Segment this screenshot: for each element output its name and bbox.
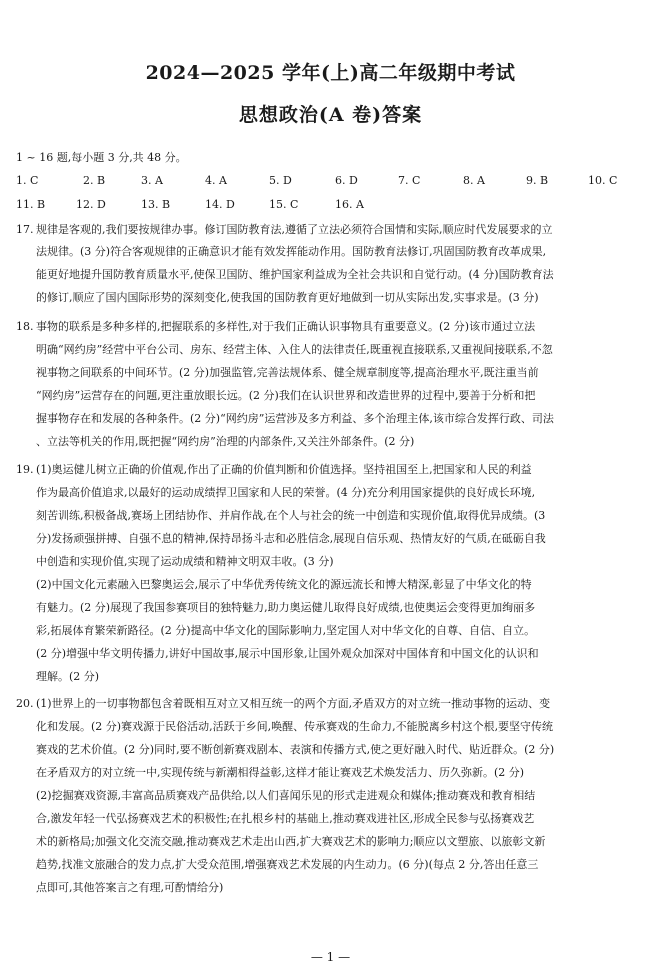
- question-number: 19.: [16, 463, 34, 476]
- mc-answer: 2. B: [83, 174, 106, 187]
- mc-answer: 7. C: [398, 174, 421, 187]
- exam-subtitle: 思想政治(A 卷)答案: [238, 104, 423, 126]
- answer-line: 合,激发年轻一代弘扬赛戏艺术的积极性;在扎根乡村的基础上,推动赛戏进社区,形成全民参与弘扬赛戏艺: [36, 812, 535, 825]
- answer-line: 赛戏的艺术价值。(2 分)同时,要不断创新赛戏剧本、表演和传播方式,使之更好融入时代、贴近群众。(2 分): [36, 743, 555, 756]
- answer-line: (1)世界上的一切事物都包含着既相互对立又相互统一的两个方面,矛盾双方的对立统一推动事物的运动、变: [36, 697, 551, 710]
- answer-line: 彩,拓展体育繁荣新路径。(2 分)提高中华文化的国际影响力,坚定国人对中华文化的自尊、自信、自立。: [36, 624, 536, 637]
- mc-answer: 5. D: [269, 174, 292, 187]
- mc-answer-row-1: [16, 174, 647, 188]
- mc-answer: 11. B: [16, 198, 46, 211]
- mc-answer: 14. D: [205, 198, 235, 211]
- mc-answer: 10. C: [588, 174, 618, 187]
- question-number: 18.: [16, 320, 34, 333]
- mc-answer: 15. C: [269, 198, 299, 211]
- answer-line: 点即可,其他答案言之有理,可酌情给分): [36, 881, 224, 894]
- answer-line: 在矛盾双方的对立统一中,实现传统与新潮相得益彰,这样才能让赛戏艺术焕发活力、历久弥新。(2 分): [36, 766, 525, 779]
- answer-line: 、立法等机关的作用,既把握“网约房”治理的内部条件,又关注外部条件。(2 分): [36, 435, 415, 448]
- answer-line: (2)挖掘赛戏资源,丰富高品质赛戏产品供给,以人们喜闻乐见的形式走进观众和媒体;推动赛戏和教育相结: [36, 789, 536, 802]
- mc-answer: 16. A: [335, 198, 364, 211]
- answer-line: 法规律。(3 分)符合客观规律的正确意识才能有效发挥能动作用。国防教育法修订,巩固国防教育改革成果,: [36, 245, 547, 258]
- answer-line: (2)中国文化元素融入巴黎奥运会,展示了中华优秀传统文化的源远流长和博大精深,彰显了中华文化的特: [36, 578, 532, 591]
- answer-line: 刻苦训练,积极备战,赛场上团结协作、并肩作战,在个人与社会的统一中创造和实现价值,取得优异成绩。(3: [36, 509, 546, 522]
- mc-answer: 6. D: [335, 174, 358, 187]
- answer-line: 能更好地提升国防教育质量水平,使保卫国防、维护国家利益成为全社会共识和自觉行动。(4 分)国防教育法: [36, 268, 554, 281]
- page-number: — 1 —: [310, 950, 351, 964]
- answer-line: 有魅力。(2 分)展现了我国参赛项目的独特魅力,助力奥运健儿取得良好成绩,也使奥运会变得更加绚丽多: [36, 601, 536, 614]
- answer-line: 的修订,顺应了国内国际形势的深刻变化,使我国的国防教育更好地做到一切从实际出发,实事求是。(3 分): [36, 291, 539, 304]
- answer-line: (2 分)增强中华文明传播力,讲好中国故事,展示中国形象,让国外观众加深对中国体育和中国文化的认识和: [36, 647, 539, 660]
- mc-answer: 8. A: [463, 174, 485, 187]
- mc-answer: 13. B: [141, 198, 171, 211]
- mc-answer: 1. C: [16, 174, 39, 187]
- answer-line: 中创造和实现价值,实现了运动成绩和精神文明双丰收。(3 分): [36, 555, 334, 568]
- answer-line: 握事物存在和发展的各种条件。(2 分)“网约房”运营涉及多方利益、多个治理主体,该市综合发挥行政、司法: [36, 412, 554, 425]
- question-number: 20.: [16, 697, 34, 710]
- answer-line: 化和发展。(2 分)赛戏源于民俗活动,活跃于乡间,唤醒、传承赛戏的生命力,不能脱离乡村这个根,要坚守传统: [36, 720, 554, 733]
- answer-line: 理解。(2 分): [36, 670, 100, 683]
- question-number: 17.: [16, 223, 34, 236]
- answer-line: 视事物之间联系的中间环节。(2 分)加强监管,完善法规体系、健全规章制度等,提高治理水平,既注重当前: [36, 366, 539, 379]
- mc-answer: 12. D: [76, 198, 106, 211]
- mc-answer: 4. A: [205, 174, 227, 187]
- answer-line: 事物的联系是多种多样的,把握联系的多样性,对于我们正确认识事物具有重要意义。(2 分)该市通过立法: [36, 320, 536, 333]
- answer-line: “网约房”运营存在的问题,更注重放眼长远。(2 分)我们在认识世界和改造世界的过程中,要善于分析和把: [36, 389, 536, 402]
- answer-line: 术的新格局;加强文化交流交融,推动赛戏艺术走出山西,扩大赛戏艺术的影响力;顺应以文塑旅、以旅彰文新: [36, 835, 546, 848]
- mc-answer: 3. A: [141, 174, 163, 187]
- answer-line: 作为最高价值追求,以最好的运动成绩捍卫国家和人民的荣誉。(4 分)充分利用国家提供的良好成长环境,: [36, 486, 536, 499]
- mc-answer: 9. B: [526, 174, 549, 187]
- answer-line: 分)发扬顽强拼搏、自强不息的精神,保持昂扬斗志和必胜信念,展现自信乐观、热情友好的气质,在砥砺自我: [36, 532, 546, 545]
- answer-line: (1)奥运健儿树立正确的价值观,作出了正确的价值判断和价值选择。坚持祖国至上,把国家和人民的利益: [36, 463, 532, 476]
- answer-line: 规律是客观的,我们要按规律办事。修订国防教育法,遵循了立法必须符合国情和实际,顺应时代发展要求的立: [36, 223, 553, 236]
- mc-intro: 1 ~ 16 题,每小题 3 分,共 48 分。: [16, 151, 187, 164]
- mc-answer-row-2: [16, 198, 647, 212]
- answer-line: 明确“网约房”经营中平台公司、房东、经营主体、入住人的法律责任,既重视直接联系,又重视间接联系,不忽: [36, 343, 553, 356]
- answer-line: 趋势,找准文旅融合的发力点,扩大受众范围,增强赛戏艺术发展的内生动力。(6 分)(每点 2 分,答出任意三: [36, 858, 539, 871]
- exam-title: 2024—2025 学年(上)高二年级期中考试: [145, 62, 516, 84]
